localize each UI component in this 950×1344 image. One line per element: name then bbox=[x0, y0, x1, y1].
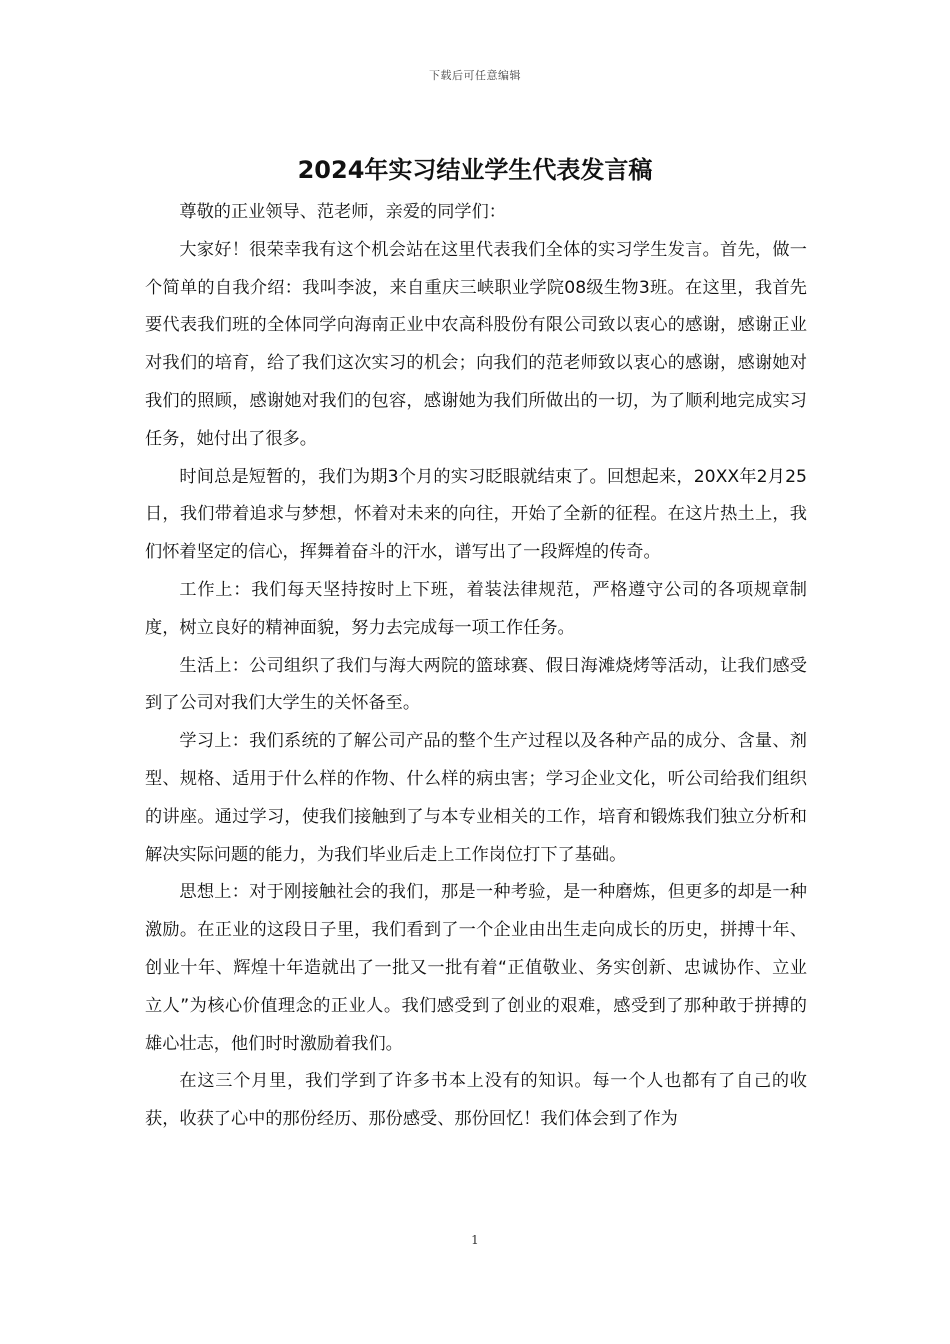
body-paragraph: 生活上：公司组织了我们与海大两院的篮球赛、假日海滩烧烤等活动，让我们感受到了公司对我们大学生的关怀备至。 bbox=[145, 655, 807, 714]
body-paragraph: 时间总是短暂的，我们为期3个月的实习眨眼就结束了。回想起来，20XX年2月25日，我们带着追求与梦想，怀着对未来的向往，开始了全新的征程。在这片热土上，我们怀着坚定的信心，挥舞着奋斗的汗水，谱写出了一段辉煌的传奇。 bbox=[145, 466, 807, 563]
document-body bbox=[145, 194, 807, 1139]
body-paragraph: 思想上：对于刚接触社会的我们，那是一种考验，是一种磨炼，但更多的却是一种激励。在正业的这段日子里，我们看到了一个企业由出生走向成长的历史，拼搏十年、创业十年、辉煌十年造就出了一批又一批有着“正值敬业、务实创新、忠诚协作、立业立人”为核心价值理念的正业人。我们感受到了创业的艰难，感受到了那种敢于拼搏的雄心壮志，他们时时激励着我们。 bbox=[145, 882, 807, 1054]
header-note: 下载后可任意编辑 bbox=[429, 69, 521, 82]
body-paragraph: 学习上：我们系统的了解公司产品的整个生产过程以及各种产品的成分、含量、剂型、规格、适用于什么样的作物、什么样的病虫害；学习企业文化，听公司给我们组织的讲座。通过学习，使我们接触到了与本专业相关的工作，培育和锻炼我们独立分析和解决实际问题的能力，为我们毕业后走上工作岗位打下了基础。 bbox=[145, 731, 807, 865]
body-paragraph: 工作上：我们每天坚持按时上下班，着装法律规范，严格遵守公司的各项规章制度，树立良好的精神面貌，努力去完成每一项工作任务。 bbox=[145, 579, 807, 638]
body-paragraph: 在这三个月里，我们学到了许多书本上没有的知识。每一个人也都有了自己的收获，收获了心中的那份经历、那份感受、那份回忆！我们体会到了作为 bbox=[145, 1071, 807, 1130]
salutation-paragraph: 尊敬的正业领导、范老师，亲爱的同学们： bbox=[179, 202, 506, 222]
page-number: 1 bbox=[471, 1233, 479, 1247]
body-paragraph: 大家好！很荣幸我有这个机会站在这里代表我们全体的实习学生发言。首先，做一个简单的自我介绍：我叫李波，来自重庆三峡职业学院08级生物3班。在这里，我首先要代表我们班的全体同学向海南正业中农高科股份有限公司致以衷心的感谢，感谢正业对我们的培育，给了我们这次实习的机会；向我们的范老师致以衷心的感谢，感谢她对我们的照顾，感谢她对我们的包容，感谢她为我们所做出的一切，为了顺利地完成实习任务，她付出了很多。 bbox=[145, 239, 807, 449]
document-title: 2024年实习结业学生代表发言稿 bbox=[297, 156, 653, 184]
